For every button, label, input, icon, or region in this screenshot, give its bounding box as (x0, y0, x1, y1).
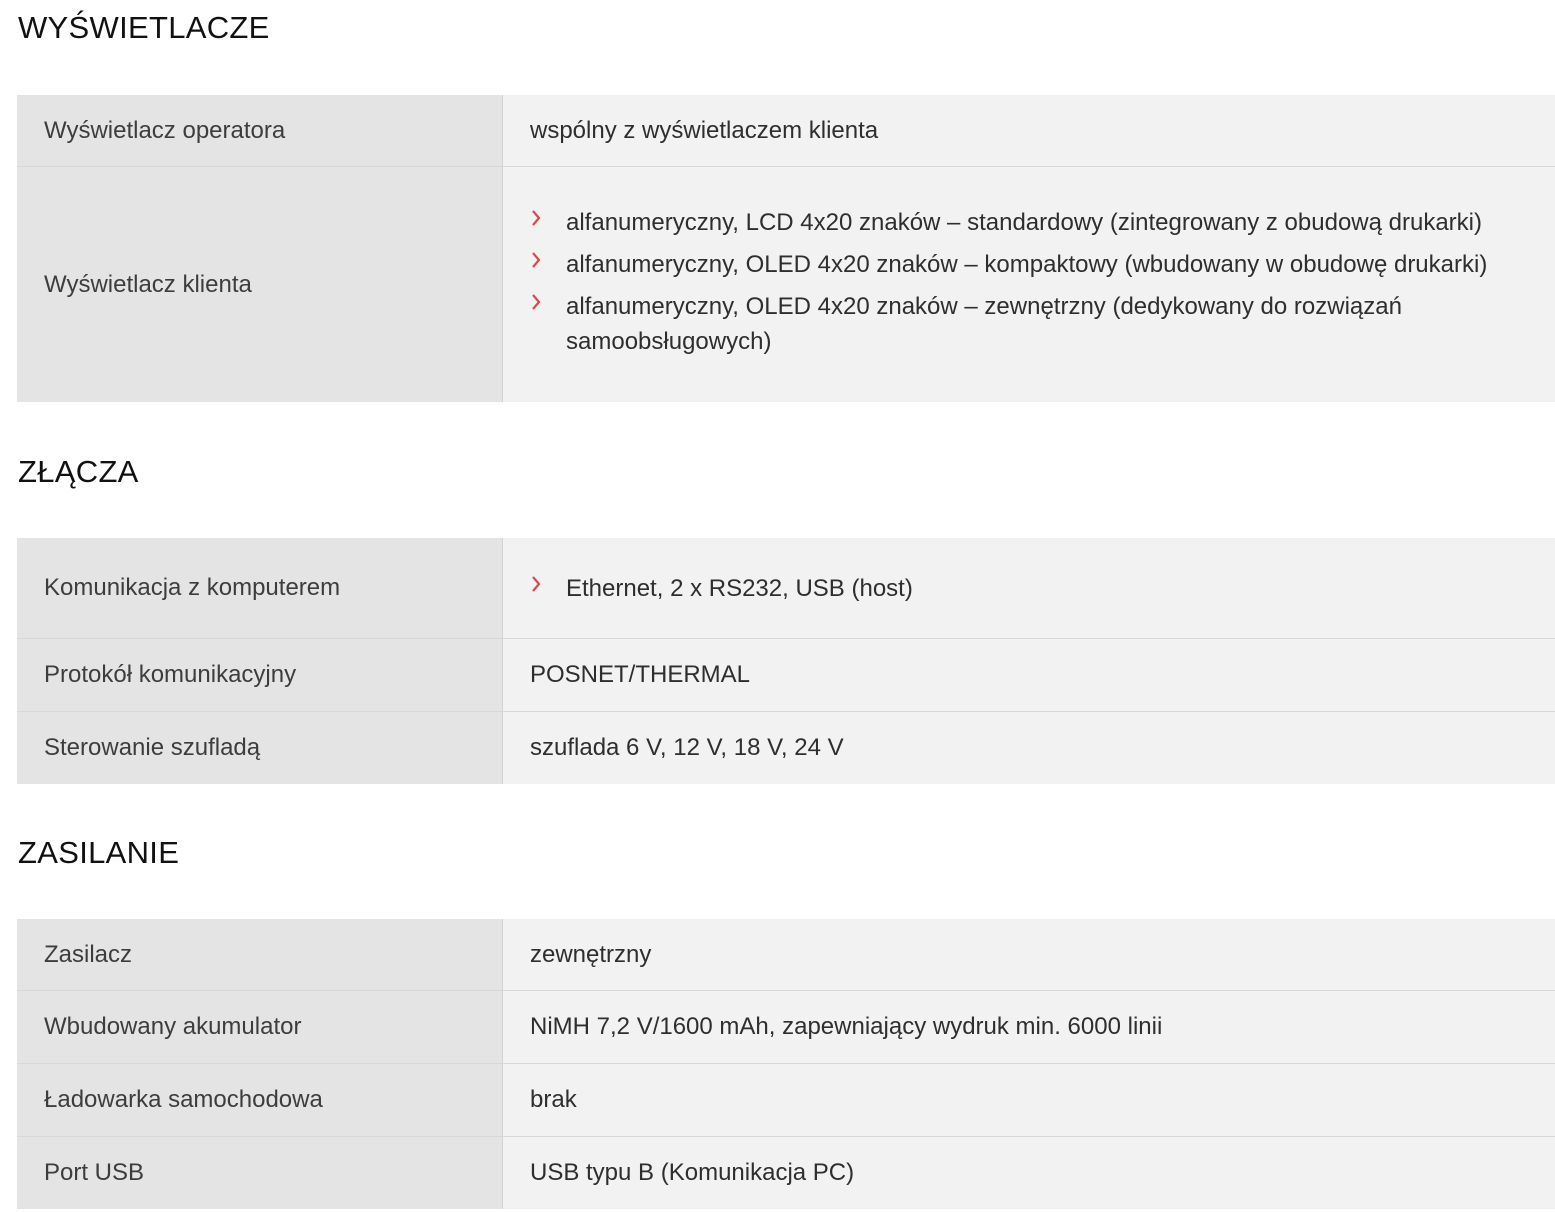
spec-label: Wyświetlacz operatora (17, 95, 503, 166)
spec-label: Komunikacja z komputerem (17, 538, 503, 638)
chevron-right-icon (530, 289, 550, 311)
spec-value-text: NiMH 7,2 V/1600 mAh, zapewniający wydruk min. 6000 linii (530, 1013, 1163, 1040)
list-item (530, 247, 1526, 282)
chevron-right-icon (530, 205, 550, 227)
section-title-power: ZASILANIE (18, 835, 180, 870)
spec-value (503, 538, 1555, 638)
list-item (530, 205, 1526, 240)
spec-row-pc-communication (17, 538, 1555, 639)
spec-value (503, 167, 1555, 402)
spec-label: Zasilacz (17, 919, 503, 990)
chevron-right-icon (530, 247, 550, 269)
spec-value (503, 95, 1555, 166)
spec-label: Ładowarka samochodowa (17, 1064, 503, 1136)
spec-label: Wyświetlacz klienta (17, 167, 503, 402)
spec-value-text: szuflada 6 V, 12 V, 18 V, 24 V (530, 734, 844, 761)
spec-value (503, 639, 1555, 711)
spec-row-battery (17, 991, 1555, 1064)
list-item-text: Ethernet, 2 x RS232, USB (host) (566, 574, 913, 602)
spec-label: Protokół komunikacyjny (17, 639, 503, 711)
spec-row-customer-display (17, 167, 1555, 402)
section-title-connectors: ZŁĄCZA (18, 454, 139, 489)
spec-value (503, 991, 1555, 1063)
list-item-text: alfanumeryczny, OLED 4x20 znaków – zewnętrzny (dedykowany do rozwiązań samoobsługowych) (566, 292, 1402, 355)
list-item (530, 571, 913, 606)
spec-table-displays (17, 95, 1555, 402)
bullet-list (530, 198, 1526, 366)
spec-value (503, 1064, 1555, 1136)
spec-value (503, 712, 1555, 784)
spec-value-text: zewnętrzny (530, 940, 652, 968)
spec-value (503, 1137, 1555, 1209)
list-item-text: alfanumeryczny, OLED 4x20 znaków – kompaktowy (wbudowany w obudowę drukarki) (566, 250, 1488, 278)
spec-row-operator-display (17, 95, 1555, 167)
spec-value (503, 919, 1555, 990)
spec-row-car-charger (17, 1064, 1555, 1137)
bullet-list (530, 564, 913, 613)
spec-row-drawer-control (17, 712, 1555, 784)
spec-label: Port USB (17, 1137, 503, 1209)
spec-table-connectors (17, 538, 1555, 784)
spec-row-power-supply (17, 919, 1555, 991)
spec-row-protocol (17, 639, 1555, 712)
spec-label: Wbudowany akumulator (17, 991, 503, 1063)
chevron-right-icon (530, 571, 550, 593)
spec-value-text: wspólny z wyświetlaczem klienta (530, 116, 879, 144)
section-title-displays: WYŚWIETLACZE (18, 10, 270, 45)
spec-row-usb-port (17, 1137, 1555, 1209)
spec-value-text: brak (530, 1086, 577, 1113)
spec-label: Sterowanie szufladą (17, 712, 503, 784)
list-item (530, 289, 1526, 359)
spec-value-text: POSNET/THERMAL (530, 661, 751, 688)
spec-table-power (17, 919, 1555, 1209)
spec-value-text: USB typu B (Komunikacja PC) (530, 1159, 855, 1186)
list-item-text: alfanumeryczny, LCD 4x20 znaków – standardowy (zintegrowany z obudową drukarki) (566, 208, 1482, 236)
